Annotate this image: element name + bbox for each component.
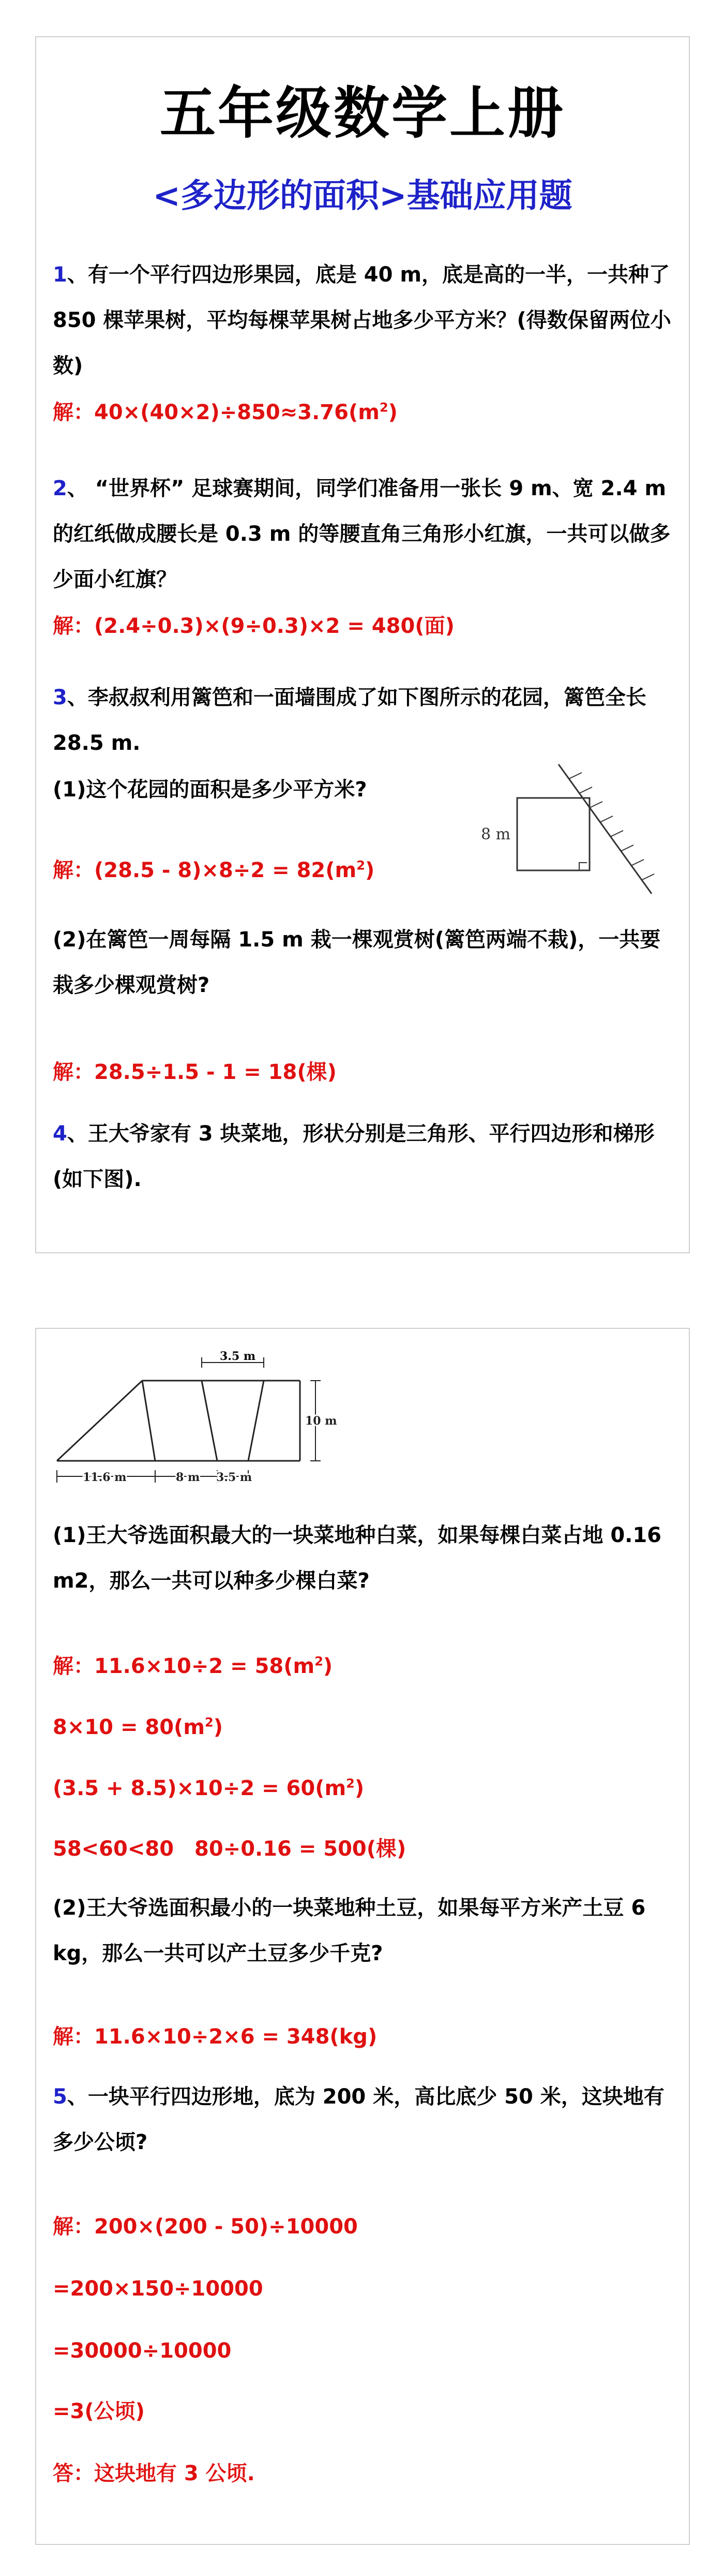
question-5: [53, 2074, 673, 2165]
question-4: [53, 1111, 673, 1202]
answer-4-2-end: ): [213, 1715, 223, 1739]
question-4-text: 、王大爷家有 3 块菜地，形状分别是三角形、平行四边形和梯形(如下图).: [53, 1122, 655, 1191]
question-4-number: 4: [53, 1122, 67, 1146]
answer-3-1-text: 解：(28.5 - 8)×8÷2 = 82(m: [53, 858, 357, 882]
worksheet-page-2: [35, 1328, 690, 2545]
answer-4-line-4: 58<60<80 80÷0.16 = 500(棵): [53, 1837, 406, 1861]
answer-4-2-sup: 2: [205, 1715, 214, 1730]
answer-4-part-2: 解：11.6×10÷2×6 = 348(kg): [53, 2025, 378, 2049]
question-4-part-2: (2)王大爷选面积最小的一块菜地种土豆，如果每平方米产土豆 6 kg，那么一共可以产土豆多少千克?: [53, 1896, 646, 1965]
page-subtitle: <多边形的面积>基础应用题: [153, 176, 572, 215]
answer-4-3-text: (3.5 + 8.5)×10÷2 = 60(m: [53, 1776, 346, 1800]
answer-5-line-1: 解：200×(200 - 50)÷10000: [53, 2215, 358, 2239]
answer-4-line-3: [53, 1773, 364, 1804]
answer-3-1-end: ): [365, 858, 375, 882]
answer-5-line-2: =200×150÷10000: [53, 2277, 263, 2301]
answer-2: 解：(2.4÷0.3)×(9÷0.3)×2 = 480(面): [53, 614, 455, 638]
answer-3-1-sup: 2: [356, 858, 365, 873]
answer-1-end: ): [388, 401, 398, 424]
question-2-text: 、 “世界杯” 足球赛期间，同学们准备用一张长 9 m、宽 2.4 m 的红纸做成腰长是 0.3 m 的等腰直角三角形小红旗，一共可以做多少面小红旗？: [53, 477, 671, 591]
worksheet-page-1: [35, 36, 690, 1253]
answer-5-line-4: =3(公顷): [53, 2400, 145, 2423]
question-2-number: 2: [53, 477, 67, 500]
fig-base1-label: 11.6 m: [83, 1471, 127, 1484]
page-title: 五年级数学上册: [159, 81, 565, 146]
answer-4-1-text: 解：11.6×10÷2 = 58(m: [53, 1654, 315, 1678]
answer-5-line-3: =30000÷10000: [53, 2339, 232, 2363]
question-3-part-2: (2)在篱笆一周每隔 1.5 m 栽一棵观赏树(篱笆两端不栽)，一共要栽多少棵观赏树?: [53, 928, 661, 997]
answer-4-1-sup: 2: [314, 1654, 323, 1669]
answer-1: [53, 397, 398, 428]
question-1-text: 、有一个平行四边形果园，底是 40 m，底是高的一半，一共种了 850 棵苹果树，平均每棵苹果树占地多少平方米？(得数保留两位小数): [53, 263, 671, 378]
answer-1-sup: 2: [379, 400, 388, 415]
answer-1-text: 解：40×(40×2)÷850≈3.76(m: [53, 401, 380, 424]
answer-4-3-sup: 2: [346, 1776, 355, 1791]
garden-side-label: 8 m: [481, 825, 511, 843]
answer-3-part-1: [53, 855, 374, 886]
question-3-part-1: (1)这个花园的面积是多少平方米?: [53, 778, 367, 802]
answer-4-3-end: ): [354, 1776, 365, 1800]
answer-4-line-2: [53, 1712, 223, 1743]
answer-3-part-2: 解：28.5÷1.5 - 1 = 18(棵): [53, 1060, 337, 1084]
question-1: [53, 252, 673, 389]
question-3-text: 、李叔叔利用篱笆和一面墙围成了如下图所示的花园，篱笆全长 28.5 m.: [53, 686, 646, 755]
question-2: [53, 466, 673, 602]
question-1-number: 1: [53, 263, 67, 287]
fig-base2-label: 8 m: [176, 1471, 200, 1484]
question-4-part-1: (1)王大爷选面积最大的一块菜地种白菜，如果每棵白菜占地 0.16 m2，那么一共可以种多少棵白菜?: [53, 1523, 662, 1593]
question-3-number: 3: [53, 686, 67, 709]
answer-4-1-end: ): [323, 1654, 333, 1678]
answer-5-conclusion: 答：这块地有 3 公顷.: [53, 2462, 255, 2485]
question-5-number: 5: [53, 2085, 67, 2109]
garden-figure: [481, 754, 677, 909]
vegetable-plots-figure: [52, 1344, 341, 1500]
question-3: [53, 675, 673, 766]
answer-4-2-text: 8×10 = 80(m: [53, 1715, 205, 1739]
answer-4-line-1: [53, 1651, 333, 1682]
fig-top-label: 3.5 m: [220, 1350, 256, 1363]
fig-height-label: 10 m: [305, 1414, 337, 1428]
question-5-text: 、一块平行四边形地，底为 200 米，高比底少 50 米，这块地有多少公顷?: [53, 2085, 665, 2154]
fig-base3-label: 3.5 m: [216, 1471, 252, 1484]
